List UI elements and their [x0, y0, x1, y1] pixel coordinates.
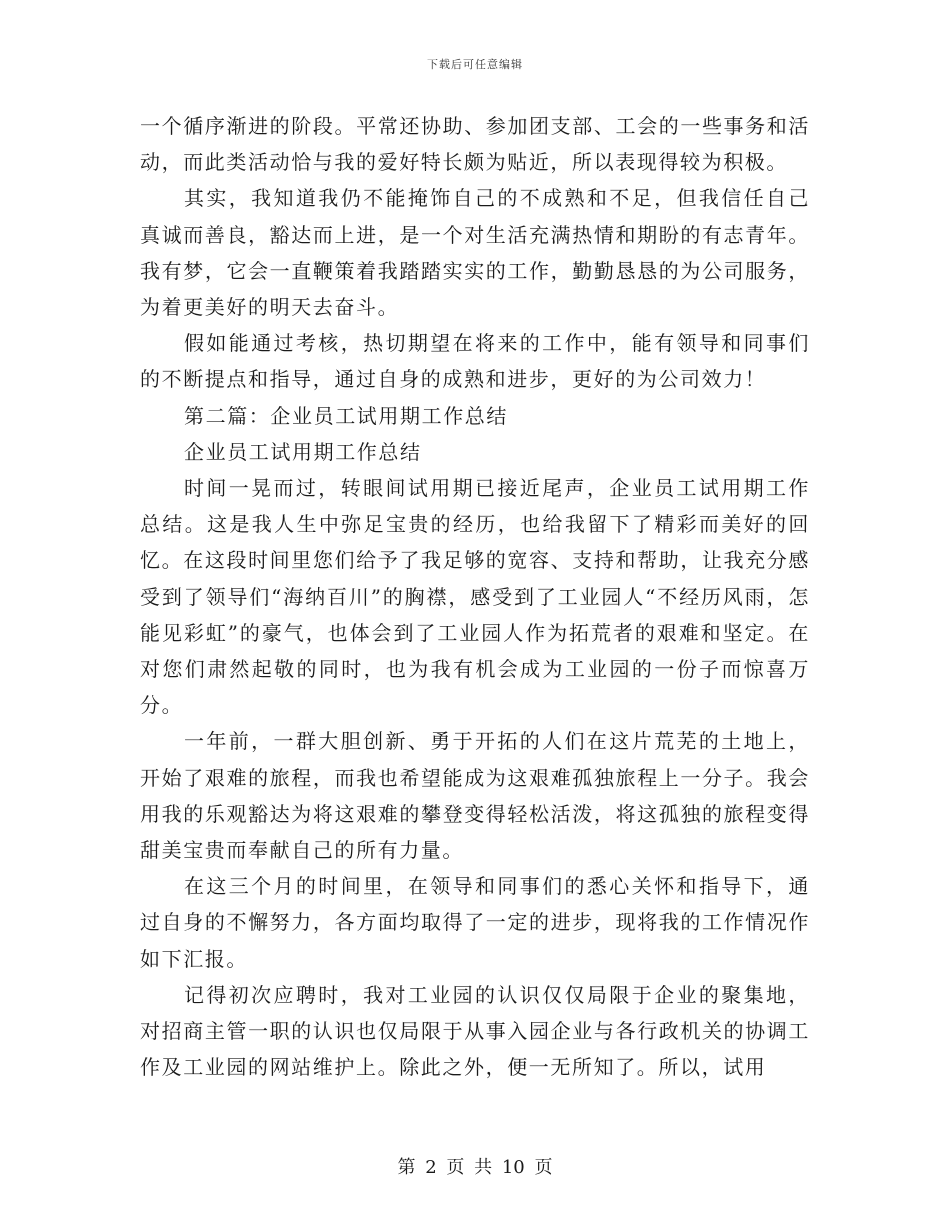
- paragraph-3: 假如能通过考核，热切期望在将来的工作中，能有领导和同事们的不断提点和指导，通过自身的成熟和进步，更好的为公司效力！: [140, 331, 810, 392]
- page-header: 下载后可任意编辑: [427, 58, 523, 71]
- paragraph-4: 时间一晃而过，转眼间试用期已接近尾声，企业员工试用期工作总结。这是我人生中弥足宝贵的经历，也给我留下了精彩而美好的回忆。在这段时间里您们给予了我足够的宽容、支持和帮助，让我充分感受到了领导们“海纳百川”的胸襟，感受到了工业园人“不经历风雨，怎能见彩虹”的豪气，也体会到了工业园人作为拓荒者的艰难和坚定。在对您们肃然起敬的同时，也为我有机会成为工业园的一份子而惊喜万分。: [140, 476, 810, 718]
- paragraph-7: 记得初次应聘时，我对工业园的认识仅仅局限于企业的聚集地，对招商主管一职的认识也仅局限于从事入园企业与各行政机关的协调工作及工业园的网站维护上。除此之外，便一无所知了。所以，试用: [140, 982, 810, 1080]
- paragraph-1: 一个循序渐进的阶段。平常还协助、参加团支部、工会的一些事务和活动，而此类活动恰与我的爱好特长颇为贴近，所以表现得较为积极。: [140, 114, 810, 175]
- section-heading: 第二篇：企业员工试用期工作总结: [184, 403, 508, 428]
- paragraph-2: 其实，我知道我仍不能掩饰自己的不成熟和不足，但我信任自己真诚而善良，豁达而上进，是一个对生活充满热情和期盼的有志青年。我有梦，它会一直鞭策着我踏踏实实的工作，勤勤恳恳的为公司服务，为着更美好的明天去奋斗。: [140, 186, 810, 320]
- section-title: 企业员工试用期工作总结: [184, 439, 422, 464]
- document-body: [140, 108, 810, 1085]
- page-footer: 第 2 页 共 10 页: [397, 1157, 553, 1178]
- paragraph-5: 一年前，一群大胆创新、勇于开拓的人们在这片荒芜的土地上，开始了艰难的旅程，而我也希望能成为这艰难孤独旅程上一分子。我会用我的乐观豁达为将这艰难的攀登变得轻松活泼，将这孤独的旅程变得甜美宝贵而奉献自己的所有力量。: [140, 729, 810, 863]
- paragraph-6: 在这三个月的时间里，在领导和同事们的悉心关怀和指导下，通过自身的不懈努力，各方面均取得了一定的进步，现将我的工作情况作如下汇报。: [140, 874, 810, 971]
